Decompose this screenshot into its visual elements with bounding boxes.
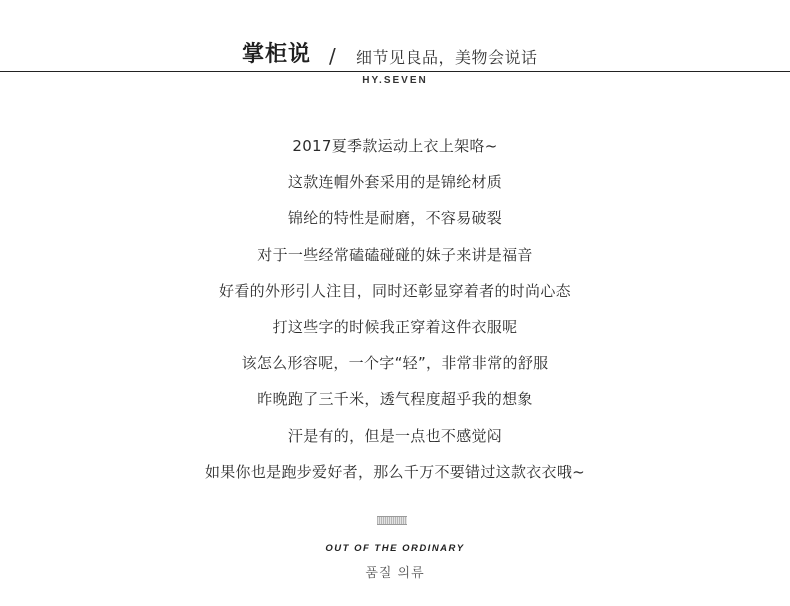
page-title: 掌柜说 xyxy=(242,42,312,67)
footer-slogan: OUT OF THE ORDINARY xyxy=(325,543,465,554)
description-line: 好看的外形引人注目，同时还彰显穿着者的时尚心态 xyxy=(219,281,571,300)
description-line: 该怎么形容呢，一个字“轻”，非常非常的舒服 xyxy=(241,354,549,373)
sub-brand-label: HY.SEVEN xyxy=(362,75,428,86)
description-line: 汗是有的，但是一点也不感觉闷 xyxy=(287,426,503,445)
footer-korean-text: 품질 의류 xyxy=(365,566,425,581)
description-line: 对于一些经常磕磕碰碰的妹子来讲是福音 xyxy=(257,245,533,264)
description-line: 2017夏季款运动上衣上架咯~ xyxy=(292,137,498,155)
header-divider xyxy=(0,71,790,72)
page-header xyxy=(0,0,790,95)
description-line: 打这些字的时候我正穿着这件衣服呢 xyxy=(272,317,518,336)
description-line: 如果你也是跑步爱好者，那么千万不要错过这款衣衣哦~ xyxy=(204,462,586,481)
description-text-block xyxy=(0,128,790,490)
title-separator: / xyxy=(329,44,336,68)
tagline: 细节见良品，美物会说话 xyxy=(356,48,538,67)
description-line: 昨晚跑了三千米，透气程度超乎我的想象 xyxy=(257,390,533,409)
striped-ornament-icon xyxy=(377,516,407,525)
description-line: 锦纶的特性是耐磨，不容易破裂 xyxy=(287,209,503,228)
description-line: 这款连帽外套采用的是锦纶材质 xyxy=(287,173,503,192)
